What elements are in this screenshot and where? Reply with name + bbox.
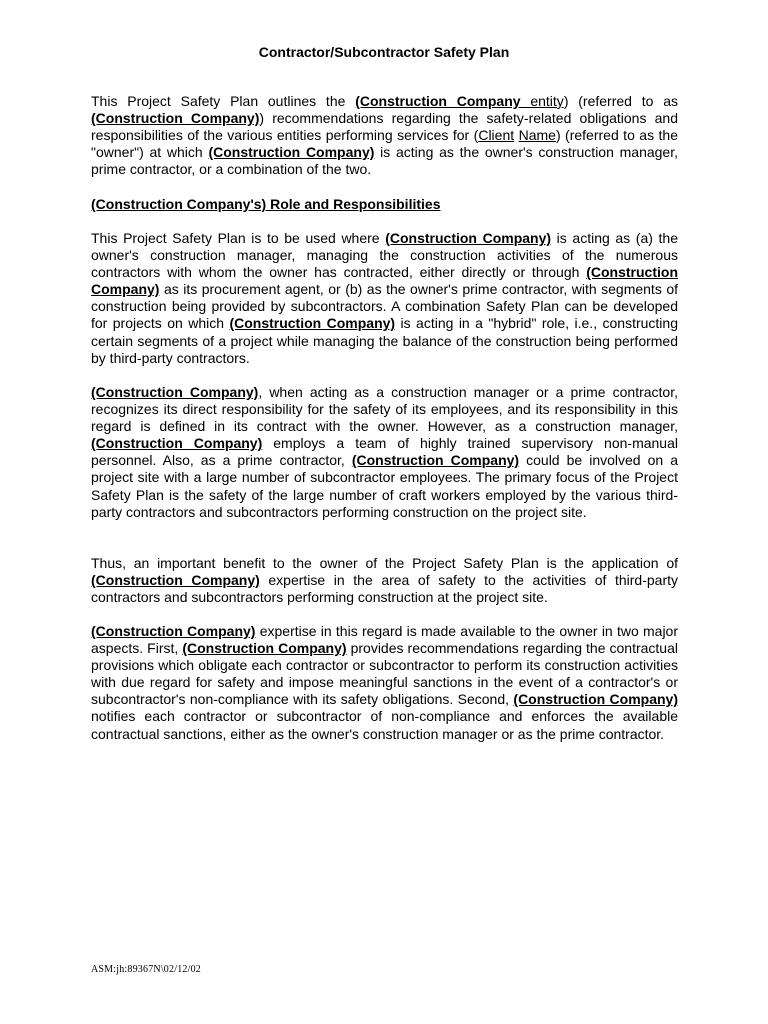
text-run: provides recommendations regarding the contractual provisions which obligate each contractor or subcontractor to perform its construction activities with due regard for safety and impose meaningful sanctions in the event of a contractor's or subcontractor's non-compliance with its safety obligations. Second, bbox=[91, 640, 678, 708]
client-placeholder: Client bbox=[478, 127, 515, 144]
company-name: (Construction Company) bbox=[229, 315, 396, 332]
intro-paragraph bbox=[91, 93, 678, 178]
text-run: employs a team of highly trained supervisory non-manual personnel. Also, as a prime contractor, bbox=[91, 435, 678, 469]
section-heading bbox=[91, 196, 678, 213]
text-run: as its procurement agent, or (b) as the owner's prime contractor, with segments of construction being provided by subcontractors. A combination Safety Plan can be developed for projects on which bbox=[91, 281, 678, 332]
company-name: (Construction Company bbox=[355, 93, 521, 109]
text-run: ) (referred to as the "owner") at which bbox=[91, 127, 679, 161]
text-run: is acting as (a) the owner's construction manager, managing the construction activities of the numerous contractors with whom the owner has contracted, either directly or through bbox=[91, 230, 678, 281]
company-name: (Construction Company) bbox=[91, 110, 260, 127]
text-run: This Project Safety Plan is to be used where bbox=[91, 230, 386, 246]
text-run: notifies each contractor or subcontractor of non-compliance and enforces the available contractual sanctions, either as the owner's construction manager or as the prime contractor. bbox=[91, 708, 678, 742]
company-name: (Construction Company) bbox=[91, 264, 678, 298]
section-heading-text: (Construction Company's) Role and Responsibilities bbox=[91, 196, 441, 212]
benefit-paragraph bbox=[91, 555, 678, 606]
text-run: expertise in this regard is made available to the owner in two major aspects. First, bbox=[91, 623, 679, 657]
text-run: is acting as the owner's construction manager, prime contractor, or a combination of the two. bbox=[91, 144, 678, 178]
company-name: (Construction Company) bbox=[182, 640, 347, 657]
text-run: Thus, an important benefit to the owner of the Project Safety Plan is the application of bbox=[91, 555, 678, 571]
company-name: (Construction Company) bbox=[208, 144, 375, 161]
expertise-paragraph bbox=[91, 623, 678, 743]
company-entity-ref bbox=[355, 93, 564, 109]
company-name: (Construction Company) bbox=[91, 435, 263, 452]
company-name: (Construction Company) bbox=[91, 623, 256, 639]
company-name: (Construction Company) bbox=[91, 384, 259, 400]
name-placeholder: Name bbox=[518, 127, 556, 144]
company-name: (Construction Company) bbox=[91, 572, 260, 589]
text-run: is acting in a "hybrid" role, i.e., constructing certain segments of a project while managing the balance of the construction being performed by third-party contractors. bbox=[91, 315, 678, 366]
usage-paragraph bbox=[91, 230, 678, 367]
entity-word: entity bbox=[520, 93, 564, 109]
responsibility-paragraph bbox=[91, 384, 678, 521]
company-name: (Construction Company) bbox=[513, 691, 678, 708]
text-run: ) (referred to as bbox=[563, 93, 678, 109]
text-run: expertise in the area of safety to the activities of third-party contractors and subcontractors performing construction at the project site. bbox=[91, 572, 679, 606]
text-run: , when acting as a construction manager or a prime contractor, recognizes its direct responsibility for the safety of its employees, and its responsibility in this regard is defined in its contract with the owner. However, as a construction manager, bbox=[91, 384, 679, 435]
text-run: ( bbox=[473, 127, 479, 144]
document-title: Contractor/Subcontractor Safety Plan bbox=[258, 44, 510, 60]
document-footer-reference: ASM:jh:89367N\02/12/02 bbox=[91, 964, 201, 975]
text-run: could be involved on a project site with a large number of subcontractor employees. The primary focus of the Project Safety Plan is the safety of the large number of craft workers employed by the various third-party contractors and subcontractors performing construction on the project site. bbox=[91, 452, 678, 520]
company-name: (Construction Company) bbox=[351, 452, 520, 469]
company-name: (Construction Company) bbox=[385, 230, 552, 246]
text-run: This Project Safety Plan outlines the bbox=[91, 93, 356, 109]
text-run: ) recommendations regarding the safety-related obligations and responsibilities of the various entities performing services for bbox=[91, 110, 678, 144]
